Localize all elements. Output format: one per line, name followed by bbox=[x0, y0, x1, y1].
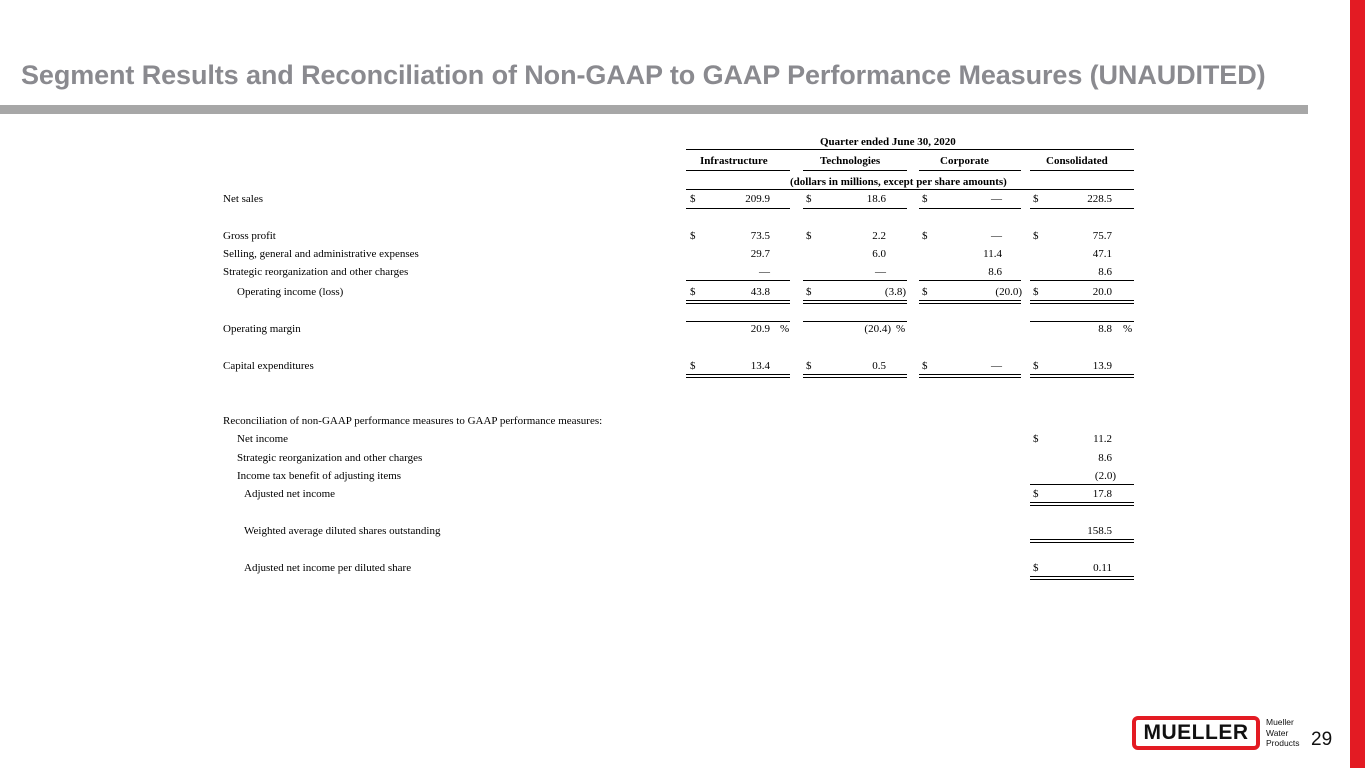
column-header-infrastructure: Infrastructure bbox=[700, 155, 768, 167]
column-header-corporate: Corporate bbox=[940, 155, 989, 167]
recon-strategic-value: 8.6 bbox=[1098, 452, 1112, 464]
weighted-shares-double-rule bbox=[1030, 539, 1134, 543]
currency-sign: $ bbox=[806, 230, 812, 242]
slide-title: Segment Results and Reconciliation of Non-GAAP to GAAP Performance Measures (UNAUDITED) bbox=[21, 60, 1266, 90]
column-header-technologies: Technologies bbox=[820, 155, 881, 167]
row-label-operating-income: Operating income (loss) bbox=[237, 286, 344, 298]
row-label-net-income: Net income bbox=[237, 433, 289, 445]
capex-infrastructure: 13.4 bbox=[750, 360, 770, 372]
operating-income-technologies: (3.8) bbox=[884, 286, 906, 298]
row-label-sga: Selling, general and administrative expenses bbox=[223, 248, 419, 260]
row-label-net-sales: Net sales bbox=[223, 193, 264, 205]
page-number: 29 bbox=[1311, 729, 1333, 750]
sga-technologies: 6.0 bbox=[872, 248, 886, 260]
capex-double-rule bbox=[1030, 374, 1134, 378]
strategic-rule bbox=[686, 280, 790, 281]
net-sales-consolidated: 228.5 bbox=[1087, 193, 1112, 205]
logo-subtitle bbox=[1266, 717, 1300, 749]
percent-sign: % bbox=[896, 323, 906, 335]
operating-income-double-rule bbox=[919, 300, 1021, 304]
strategic-corporate: 8.6 bbox=[988, 266, 1002, 278]
operating-income-double-rule bbox=[1030, 300, 1134, 304]
currency-sign: $ bbox=[690, 230, 696, 242]
column-header-rule bbox=[919, 170, 1021, 171]
currency-sign: $ bbox=[690, 286, 696, 298]
strategic-rule bbox=[919, 280, 1021, 281]
gross-profit-infrastructure: 73.5 bbox=[750, 230, 770, 242]
sga-corporate: 11.4 bbox=[983, 248, 1002, 260]
adjusted-eps-value: 0.11 bbox=[1093, 562, 1112, 574]
net-income-value: 11.2 bbox=[1093, 433, 1112, 445]
period-header-rule bbox=[686, 149, 1134, 150]
tax-benefit-value: (2.0) bbox=[1094, 470, 1116, 482]
row-label-weighted-shares: Weighted average diluted shares outstanding bbox=[244, 525, 441, 537]
currency-sign: $ bbox=[922, 230, 928, 242]
strategic-infrastructure: — bbox=[759, 266, 770, 278]
row-label-adjusted-eps: Adjusted net income per diluted share bbox=[244, 562, 412, 574]
net-sales-infrastructure: 209.9 bbox=[745, 193, 770, 205]
capex-double-rule bbox=[919, 374, 1021, 378]
operating-income-infrastructure: 43.8 bbox=[750, 286, 770, 298]
capex-double-rule bbox=[803, 374, 907, 378]
gross-profit-corporate: — bbox=[991, 230, 1002, 242]
operating-margin-technologies: (20.4) bbox=[864, 323, 891, 335]
currency-sign: $ bbox=[922, 286, 928, 298]
title-divider bbox=[0, 105, 1308, 114]
percent-sign: % bbox=[780, 323, 790, 335]
percent-sign: % bbox=[1123, 323, 1133, 335]
operating-margin-top-rule bbox=[1030, 321, 1134, 322]
row-label-strategic: Strategic reorganization and other charges bbox=[223, 266, 409, 278]
reconciliation-heading: Reconciliation of non-GAAP performance measures to GAAP performance measures: bbox=[223, 415, 603, 427]
net-sales-rule bbox=[919, 208, 1021, 209]
currency-sign: $ bbox=[1033, 488, 1039, 500]
currency-sign: $ bbox=[690, 360, 696, 372]
logo-wordmark: MUELLER bbox=[1143, 721, 1249, 744]
currency-sign: $ bbox=[806, 193, 812, 205]
net-sales-corporate: — bbox=[991, 193, 1002, 205]
row-label-capex: Capital expenditures bbox=[223, 360, 314, 372]
currency-sign: $ bbox=[922, 360, 928, 372]
sga-consolidated: 47.1 bbox=[1092, 248, 1112, 260]
gross-profit-consolidated: 75.7 bbox=[1092, 230, 1112, 242]
currency-sign: $ bbox=[690, 193, 696, 205]
row-label-gross-profit: Gross profit bbox=[223, 230, 276, 242]
currency-sign: $ bbox=[922, 193, 928, 205]
currency-sign: $ bbox=[1033, 562, 1039, 574]
mueller-logo bbox=[1132, 716, 1260, 750]
column-header-rule bbox=[803, 170, 907, 171]
row-label-recon-strategic: Strategic reorganization and other charges bbox=[237, 452, 423, 464]
currency-sign: $ bbox=[1033, 360, 1039, 372]
capex-corporate: — bbox=[991, 360, 1002, 372]
operating-income-corporate: (20.0) bbox=[995, 286, 1022, 298]
net-sales-rule bbox=[1030, 208, 1134, 209]
net-sales-rule bbox=[803, 208, 907, 209]
row-label-operating-margin: Operating margin bbox=[223, 323, 301, 335]
capex-double-rule bbox=[686, 374, 790, 378]
currency-sign: $ bbox=[806, 286, 812, 298]
period-header: Quarter ended June 30, 2020 bbox=[820, 136, 956, 148]
operating-income-double-rule bbox=[803, 300, 907, 304]
tax-benefit-rule bbox=[1030, 484, 1134, 485]
strategic-rule bbox=[803, 280, 907, 281]
units-note: (dollars in millions, except per share amounts) bbox=[790, 176, 1007, 188]
currency-sign: $ bbox=[1033, 193, 1039, 205]
accent-bar bbox=[1350, 0, 1365, 768]
operating-margin-top-rule bbox=[803, 321, 907, 322]
capex-consolidated: 13.9 bbox=[1092, 360, 1112, 372]
strategic-consolidated: 8.6 bbox=[1098, 266, 1112, 278]
net-sales-rule bbox=[686, 208, 790, 209]
operating-income-double-rule bbox=[686, 300, 790, 304]
currency-sign: $ bbox=[1033, 433, 1039, 445]
adjusted-eps-double-rule bbox=[1030, 576, 1134, 580]
sga-infrastructure: 29.7 bbox=[750, 248, 770, 260]
gross-profit-technologies: 2.2 bbox=[872, 230, 886, 242]
strategic-technologies: — bbox=[875, 266, 886, 278]
units-note-rule bbox=[686, 189, 1134, 190]
row-label-tax-benefit: Income tax benefit of adjusting items bbox=[237, 470, 402, 482]
operating-margin-top-rule bbox=[686, 321, 790, 322]
currency-sign: $ bbox=[1033, 286, 1039, 298]
currency-sign: $ bbox=[806, 360, 812, 372]
strategic-rule bbox=[1030, 280, 1134, 281]
adjusted-net-income-value: 17.8 bbox=[1092, 488, 1112, 500]
row-label-adjusted-net-income: Adjusted net income bbox=[244, 488, 336, 500]
adjusted-net-income-double-rule bbox=[1030, 502, 1134, 506]
capex-technologies: 0.5 bbox=[872, 360, 886, 372]
operating-income-consolidated: 20.0 bbox=[1092, 286, 1112, 298]
weighted-shares-value: 158.5 bbox=[1087, 525, 1112, 537]
column-header-consolidated: Consolidated bbox=[1046, 155, 1108, 167]
currency-sign: $ bbox=[1033, 230, 1039, 242]
net-sales-technologies: 18.6 bbox=[866, 193, 886, 205]
logo-subtitle-line: Products bbox=[1266, 738, 1300, 748]
logo-subtitle-line: Water bbox=[1266, 727, 1289, 738]
column-header-rule bbox=[686, 170, 790, 171]
logo-subtitle-line: Mueller bbox=[1266, 717, 1294, 727]
operating-margin-infrastructure: 20.9 bbox=[750, 323, 770, 335]
column-header-rule bbox=[1030, 170, 1134, 171]
operating-margin-consolidated: 8.8 bbox=[1098, 323, 1112, 335]
